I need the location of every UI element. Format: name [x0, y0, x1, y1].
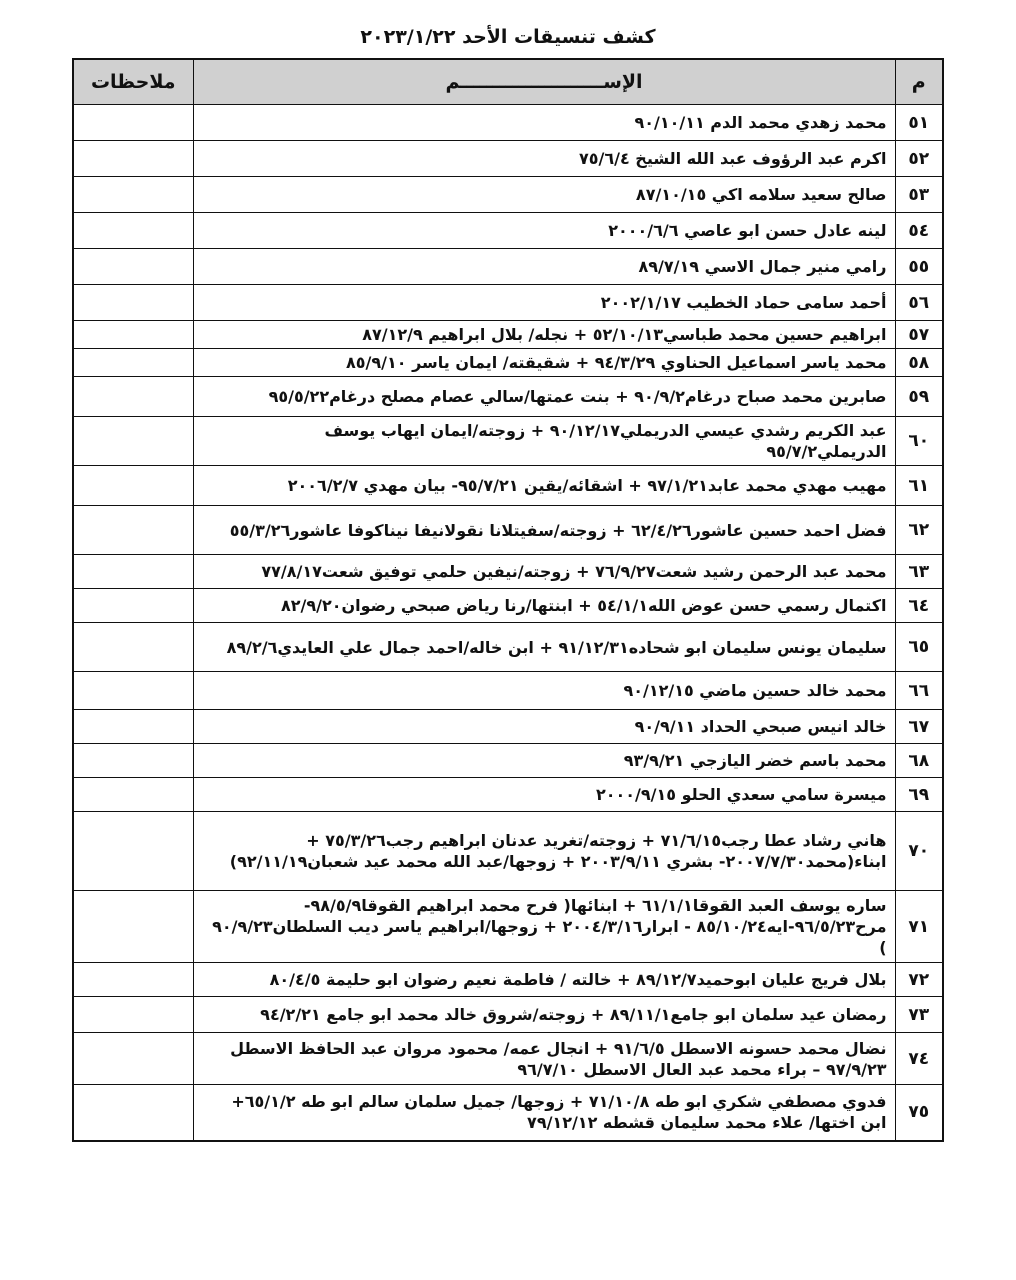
header-notes: ملاحظات	[73, 59, 193, 105]
row-number: ٧٥	[895, 1085, 943, 1141]
table-row	[73, 213, 943, 249]
row-name: سليمان يونس سليمان ابو شحاده٩١/١٢/٣١ + ابن خاله/احمد جمال علي العايدي٨٩/٢/٦	[193, 623, 895, 672]
row-number: ٦٢	[895, 506, 943, 555]
header-number: م	[895, 59, 943, 105]
row-notes	[73, 349, 193, 377]
row-name: محمد باسم خضر اليازجي ٩٣/٩/٢١	[193, 744, 895, 778]
row-number: ٦٤	[895, 589, 943, 623]
row-notes	[73, 1033, 193, 1085]
row-notes	[73, 285, 193, 321]
row-notes	[73, 589, 193, 623]
row-notes	[73, 812, 193, 891]
table-row	[73, 1033, 943, 1085]
table-row	[73, 963, 943, 997]
row-notes	[73, 249, 193, 285]
header-name: الإســــــــــــــــــــــم	[193, 59, 895, 105]
row-name: ابراهيم حسين محمد طباسي٥٢/١٠/١٣ + نجله/ بلال ابراهيم ٨٧/١٢/٩	[193, 321, 895, 349]
table-row	[73, 349, 943, 377]
row-name: محمد خالد حسين ماضي ٩٠/١٢/١٥	[193, 672, 895, 710]
row-number: ٥٧	[895, 321, 943, 349]
row-notes	[73, 997, 193, 1033]
row-number: ٦٧	[895, 710, 943, 744]
row-number: ٦٩	[895, 778, 943, 812]
row-name: هاني رشاد عطا رجب٧١/٦/١٥ + زوجته/تغريد عدنان ابراهيم رجب٧٥/٣/٢٦ + ابناء(محمد٢٠٠٧/٧/٣٠- بشري ٢٠٠٣/٩/١١ + زوجها/عبد الله محمد عيد شعبان٩٢/١١/١٩)	[193, 812, 895, 891]
row-name: فضل احمد حسين عاشور٦٢/٤/٢٦ + زوجته/سفيتلانا نقولانيفا نيناكوفا عاشور٥٥/٣/٢٦	[193, 506, 895, 555]
row-notes	[73, 778, 193, 812]
row-name: خالد انيس صبحي الحداد ٩٠/٩/١١	[193, 710, 895, 744]
row-name: نضال محمد حسونه الاسطل ٩١/٦/٥ + انجال عمه/ محمود مروان عبد الحافظ الاسطل ٩٧/٩/٢٣ – براء محمد عبد العال الاسطل ٩٦/٧/١٠	[193, 1033, 895, 1085]
row-name: لينه عادل حسن ابو عاصي ٢٠٠٠/٦/٦	[193, 213, 895, 249]
row-number: ٦٠	[895, 417, 943, 466]
row-notes	[73, 555, 193, 589]
table-row	[73, 623, 943, 672]
table-row	[73, 997, 943, 1033]
row-notes	[73, 105, 193, 141]
row-name: ساره يوسف العبد القوقا٦١/١/١ + ابنائها( فرح محمد ابراهيم القوقا٩٨/٥/٩- مرح٩٦/٥/٢٣-ايه٨٥/١٠/٢٤ - ابرار٢٠٠٤/٣/١٦ + زوجها/ابراهيم ياسر ديب السلطان٩٠/٩/٢٣ )	[193, 891, 895, 963]
page-title: كشف تنسيقات الأحد ٢٠٢٣/١/٢٢	[360, 26, 656, 48]
table-row	[73, 672, 943, 710]
row-number: ٦٣	[895, 555, 943, 589]
row-notes	[73, 623, 193, 672]
row-notes	[73, 963, 193, 997]
table-row	[73, 744, 943, 778]
row-number: ٥١	[895, 105, 943, 141]
row-notes	[73, 177, 193, 213]
row-number: ٦٥	[895, 623, 943, 672]
table-row	[73, 285, 943, 321]
table-row	[73, 891, 943, 963]
row-name: فدوي مصطفي شكري ابو طه ٧١/١٠/٨ + زوجها/ جميل سلمان سالم ابو طه ٦٥/١/٢+ ابن اختها/ علاء محمد سليمان قشطه ٧٩/١٢/١٢	[193, 1085, 895, 1141]
row-name: اكرم عبد الرؤوف عبد الله الشيخ ٧٥/٦/٤	[193, 141, 895, 177]
row-number: ٧٢	[895, 963, 943, 997]
table-row	[73, 1085, 943, 1141]
row-notes	[73, 321, 193, 349]
table-row	[73, 589, 943, 623]
row-name: محمد عبد الرحمن رشيد شعت٧٦/٩/٢٧ + زوجته/نيفين حلمي توفيق شعت٧٧/٨/١٧	[193, 555, 895, 589]
row-name: صالح سعيد سلامه اكي ٨٧/١٠/١٥	[193, 177, 895, 213]
row-name: رامي منير جمال الاسي ٨٩/٧/١٩	[193, 249, 895, 285]
row-name: أحمد سامى حماد الخطيب ٢٠٠٢/١/١٧	[193, 285, 895, 321]
row-number: ٥٨	[895, 349, 943, 377]
row-name: رمضان عيد سلمان ابو جامع٨٩/١١/١ + زوجته/شروق خالد محمد ابو جامع ٩٤/٢/٢١	[193, 997, 895, 1033]
row-name: محمد زهدي محمد الدم ٩٠/١٠/١١	[193, 105, 895, 141]
table-row	[73, 141, 943, 177]
row-notes	[73, 466, 193, 506]
row-name: بلال فريج عليان ابوحميد٨٩/١٢/٧ + خالته / فاطمة نعيم رضوان ابو حليمة ٨٠/٤/٥	[193, 963, 895, 997]
row-number: ٥٦	[895, 285, 943, 321]
row-number: ٥٢	[895, 141, 943, 177]
row-notes	[73, 377, 193, 417]
row-notes	[73, 710, 193, 744]
row-notes	[73, 506, 193, 555]
table-row	[73, 105, 943, 141]
row-name: محمد ياسر اسماعيل الحناوي ٩٤/٣/٢٩ + شقيقته/ ايمان ياسر ٨٥/٩/١٠	[193, 349, 895, 377]
row-number: ٥٥	[895, 249, 943, 285]
row-notes	[73, 891, 193, 963]
table-row	[73, 812, 943, 891]
row-number: ٧٣	[895, 997, 943, 1033]
coordination-table	[72, 58, 944, 1142]
row-number: ٥٩	[895, 377, 943, 417]
row-name: مهيب مهدي محمد عابد٩٧/١/٢١ + اشقائه/يقين ٩٥/٧/٢١- بيان مهدي ٢٠٠٦/٢/٧	[193, 466, 895, 506]
row-name: عبد الكريم رشدي عيسي الدريملي٩٠/١٢/١٧ + زوجته/ايمان ايهاب يوسف الدريملي٩٥/٧/٢	[193, 417, 895, 466]
row-notes	[73, 417, 193, 466]
table-row	[73, 249, 943, 285]
row-number: ٧١	[895, 891, 943, 963]
row-name: ميسرة سامي سعدي الحلو ٢٠٠٠/٩/١٥	[193, 778, 895, 812]
row-notes	[73, 672, 193, 710]
row-number: ٥٤	[895, 213, 943, 249]
table-row	[73, 321, 943, 349]
table-row	[73, 417, 943, 466]
row-number: ٥٣	[895, 177, 943, 213]
row-name: صابرين محمد صباح درغام٩٠/٩/٢ + بنت عمتها/سالي عصام مصلح درغام٩٥/٥/٢٢	[193, 377, 895, 417]
table-row	[73, 177, 943, 213]
row-name: اكتمال رسمي حسن عوض الله٥٤/١/١ + ابنتها/رنا رياض صبحي رضوان٨٢/٩/٢٠	[193, 589, 895, 623]
row-number: ٧٠	[895, 812, 943, 891]
row-notes	[73, 1085, 193, 1141]
row-notes	[73, 141, 193, 177]
table-row	[73, 506, 943, 555]
table-header-row	[73, 59, 943, 105]
row-notes	[73, 744, 193, 778]
table-row	[73, 377, 943, 417]
table-row	[73, 466, 943, 506]
table-row	[73, 778, 943, 812]
row-number: ٦٦	[895, 672, 943, 710]
row-number: ٦١	[895, 466, 943, 506]
row-number: ٦٨	[895, 744, 943, 778]
row-number: ٧٤	[895, 1033, 943, 1085]
table-row	[73, 555, 943, 589]
row-notes	[73, 213, 193, 249]
table-row	[73, 710, 943, 744]
